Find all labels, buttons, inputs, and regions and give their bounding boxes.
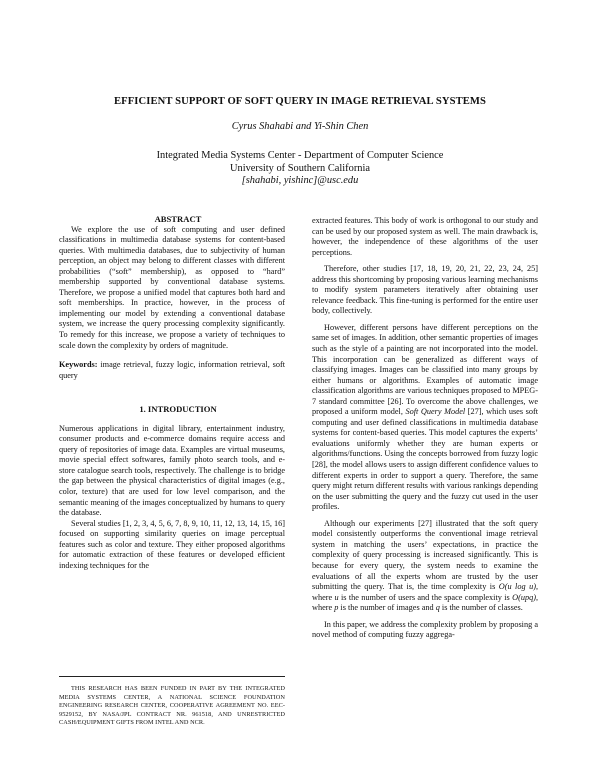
funding-footnote: [59, 676, 285, 728]
affiliation-line-2: University of Southern California: [230, 162, 370, 174]
right-paragraph-5: In this paper, we address the complexity problem by proposing a novel method of computing fuzzy aggrega-: [312, 619, 538, 640]
p4-text-b: , where: [312, 582, 538, 602]
affiliation-block: [0, 150, 600, 188]
introduction-heading: 1. INTRODUCTION: [139, 404, 217, 415]
p3-text-b: [27], which uses soft computing and user defined classifications in multimedia database systems for content-based queries. This model captures the experts’ evaluations uniformly whether they are human experts or algorithms/functions. Using the concepts borrowed from fuzzy logic [28], the model allows users to assign different confidence values to different experts in order to support a query. Therefore, the same query might return different results with various rankings depending on the user submitting the query and the fuzzy cut used in the user profiles.: [312, 407, 539, 512]
p4-text-d: , where: [312, 592, 539, 613]
var-p: p: [334, 603, 339, 613]
intro-paragraph-1: Numerous applications in digital library, entertainment industry, consumer products and e-commerce domains require access and query of repositories of image data. Examples are virtual museums, movie special effect softwares, family photo search tools, and e-store catalogue search tools, respectively. The challenge is to bridge the gap between the physical characteristics of digital images (e.g., color, texture) that are used for low level comparison, and the semantic meaning of the images conceptualized by humans to query the database.: [59, 423, 285, 518]
keywords: [59, 360, 285, 381]
space-complexity: O(upq): [512, 592, 536, 602]
right-paragraph-4: [312, 519, 538, 614]
keywords-label: Keywords:: [59, 360, 98, 370]
p4-text-f: is the number of classes.: [441, 603, 523, 613]
p4-text-c: is the number of users and the space complexity is: [341, 592, 510, 602]
author-email: [shahabi, yishinc]@usc.edu: [241, 175, 359, 186]
right-paragraph-2: Therefore, other studies [17, 18, 19, 20, 21, 22, 23, 24, 25] address this shortcoming by proposing various learning mechanisms to modify system parameters iteratively after obtaining user relevance feedback. This fine-tuning is performed for the entire user body, collectively.: [312, 264, 538, 316]
intro-paragraph-2: Several studies [1, 2, 3, 4, 5, 6, 7, 8, 9, 10, 11, 12, 13, 14, 15, 16] focused on supporting similarity queries on image perceptual features such as color and texture. They either proposed algorithms for automatic extraction of these features or developed efficient indexing techniques for the: [59, 518, 285, 570]
paper-authors: Cyrus Shahabi and Yi-Shin Chen: [231, 121, 369, 132]
left-column: [59, 214, 285, 571]
p3-text-a: However, different persons have different perceptions on the same set of images. In addition, other semantic properties of images such as the style of a painting are not incorporated into the model. This incorporation can be generalized as different ways of classifying images. Images can be classified into many groups by either humans or algorithms. Examples of automatic image classification algorithms are various techniques proposed to MPEG-7 standard committee [26]. To overcome the above challenges, we proposed a uniform model,: [312, 322, 538, 417]
var-u: u: [334, 592, 339, 602]
abstract-heading: ABSTRACT: [154, 214, 202, 224]
var-q: q: [435, 603, 440, 613]
right-paragraph-3: [312, 323, 538, 513]
p4-text-e: is the number of images and: [340, 603, 434, 613]
time-complexity: O(u log u): [498, 582, 536, 592]
p4-text-a: Although our experiments [27] illustrated that the soft query model consistently outperforms the conventional image retrieval system in matching the users’ expectations, in practice the complexity of query processing is increased significantly. This is because for every query, the system needs to examine the evaluations of all the experts whom are trusted by the user submitting the query. That is, the time complexity is: [312, 518, 538, 592]
footnote-text: THIS RESEARCH HAS BEEN FUNDED IN PART BY THE INTEGRATED MEDIA SYSTEMS CENTER, A NATIONAL SCIENCE FOUNDATION ENGINEERING RESEARCH CENTER, COOPERATIVE AGREEMENT NO. EEC-9529152, BY NASA/JPL CONTRACT NR. 961518, AND UNRESTRICTED CASH/EQUIPMENT GIFTS FROM INTEL AND NCR.: [59, 685, 285, 726]
affiliation-line-1: Integrated Media Systems Center - Department of Computer Science: [156, 150, 444, 161]
soft-query-model-term: Soft Query Model: [405, 407, 466, 417]
right-column: [312, 216, 538, 641]
abstract-body: We explore the use of soft computing and user defined classifications in multimedia database systems for content-based queries. With multimedia databases, due to subjectivity of human perception, an object may belong to different classes with different probabilities (“soft” membership), as opposed to “hard” membership supported by conventional database systems. Therefore, we propose a unified model that captures both hard and soft memberships. In practice, however, in the process of implementing our model by extending a conventional database system, we increase the query processing complexity significantly. To remedy for this increase, we propose a variety of techniques to scale down the complexity by orders of magnitude.: [59, 224, 285, 350]
right-paragraph-1: extracted features. This body of work is orthogonal to our study and can be used by our proposed system as well. The main drawback is, however, the independence of these algorithms of the user perceptions.: [312, 216, 538, 257]
keywords-text: image retrieval, fuzzy logic, information retrieval, soft query: [59, 360, 286, 380]
paper-title: EFFICIENT SUPPORT OF SOFT QUERY IN IMAGE RETRIEVAL SYSTEMS: [114, 96, 486, 107]
